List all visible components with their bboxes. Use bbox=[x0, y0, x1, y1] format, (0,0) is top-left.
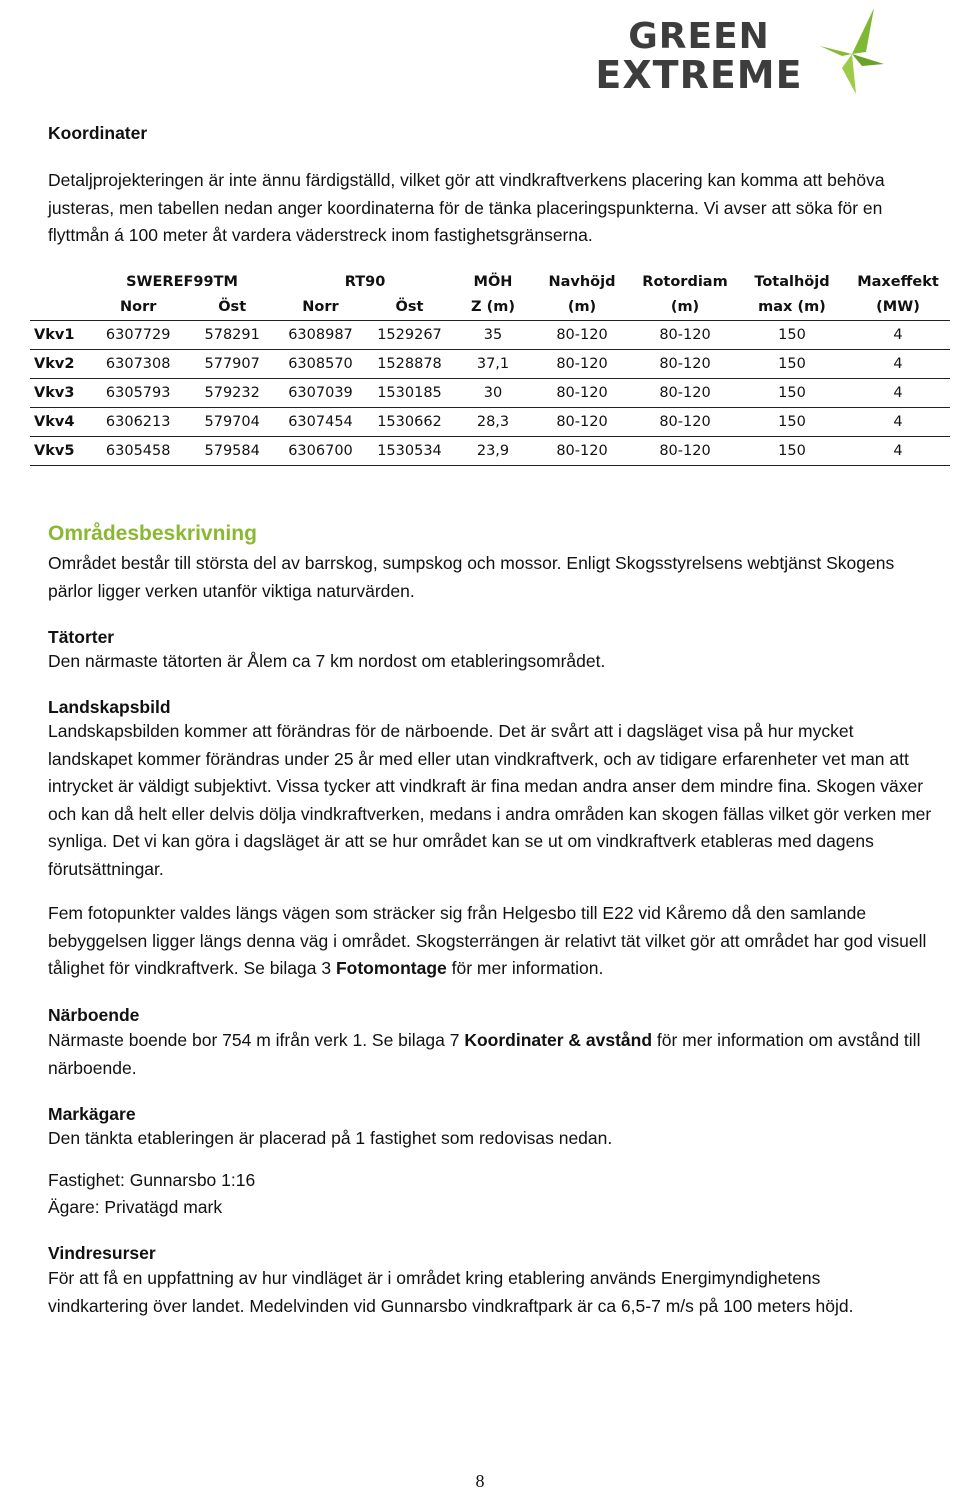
logo-line-1: GREEN bbox=[628, 16, 770, 57]
table-cell: 578291 bbox=[188, 321, 276, 350]
table-cell: 6305793 bbox=[88, 379, 188, 408]
tatorter-heading: Tätorter bbox=[48, 627, 115, 647]
table-cell: 35 bbox=[454, 321, 532, 350]
table-row bbox=[30, 350, 950, 379]
fastighet-text: Fastighet: Gunnarsbo 1:16 bbox=[48, 1170, 256, 1190]
table-row bbox=[30, 437, 950, 466]
omrade-text: Området består till största del av barrskog, sumpskog och mossor. Enligt Skogsstyrelsens webtjänst Skogens pärlor ligger verken utanför viktiga naturvärden. bbox=[48, 553, 895, 601]
landskap-heading: Landskapsbild bbox=[48, 697, 171, 717]
table-cell: 37,1 bbox=[454, 350, 532, 379]
page-number: 8 bbox=[475, 1471, 485, 1491]
header-norr-2: Norr bbox=[302, 299, 339, 315]
coordinate-table bbox=[30, 270, 950, 466]
table-cell: 150 bbox=[738, 379, 846, 408]
table-row bbox=[30, 379, 950, 408]
koordinater-avstand-ref: Koordinater & avstånd bbox=[464, 1030, 653, 1050]
header-navhojd: Navhöjd bbox=[548, 274, 616, 290]
header-rotordiam: Rotordiam bbox=[642, 274, 728, 290]
markagare-heading: Markägare bbox=[48, 1104, 136, 1124]
table-cell: 1528878 bbox=[365, 350, 454, 379]
table-cell: 150 bbox=[738, 437, 846, 466]
table-row bbox=[30, 321, 950, 350]
turbine-blade-icon bbox=[812, 6, 888, 96]
table-cell: 6307729 bbox=[88, 321, 188, 350]
table-header-row-2 bbox=[30, 295, 950, 321]
table-cell: 80-120 bbox=[632, 321, 738, 350]
vind-heading: Vindresurser bbox=[48, 1243, 156, 1263]
row-label: Vkv4 bbox=[30, 408, 88, 437]
header-totalhojd-unit: max (m) bbox=[758, 299, 826, 315]
fotomontage-ref: Fotomontage bbox=[335, 958, 447, 978]
agare-text: Ägare: Privatägd mark bbox=[48, 1197, 223, 1217]
row-label: Vkv1 bbox=[30, 321, 88, 350]
table-cell: 6308987 bbox=[276, 321, 365, 350]
header-maxeffekt-unit: (MW) bbox=[876, 299, 920, 315]
landskap-text-2a: Fem fotopunkter valdes längs vägen som sträcker sig från Helgesbo till E22 vid Kåremo då den samlande bebyggelsen ligger längs denna väg i området. Skogsterrängen är relativt tät vilket gör att området har god visuell tålighet för vindkraftverk. Se bilaga 3 bbox=[48, 903, 927, 978]
header-moh-unit: Z (m) bbox=[471, 299, 515, 315]
koordinater-intro: Detaljprojekteringen är inte ännu färdigställd, vilket gör att vindkraftverkens placering kan komma att behöva justeras, men tabellen nedan anger koordinaterna för de tänka placeringspunkterna. Vi avser att söka för en flyttmån á 100 meter åt vardera väderstreck inom fastighetsgränserna. bbox=[48, 170, 885, 245]
table-cell: 1530662 bbox=[365, 408, 454, 437]
header-norr-1: Norr bbox=[119, 299, 157, 315]
table-body bbox=[30, 321, 950, 466]
table-cell: 6306700 bbox=[276, 437, 365, 466]
table-cell: 80-120 bbox=[532, 350, 632, 379]
table-header-row-1 bbox=[30, 270, 950, 295]
table-cell: 579704 bbox=[188, 408, 276, 437]
table-cell: 1530534 bbox=[365, 437, 454, 466]
table-cell: 6306213 bbox=[88, 408, 188, 437]
logo-line-2: EXTREME bbox=[595, 53, 803, 97]
vind-text: För att få en uppfattning av hur vindläget är i området kring etablering används Energimyndighetens vindkartering över landet. Medelvinden vid Gunnarsbo vindkraftpark är ca 6,5-7 m/s på 100 meters höjd. bbox=[48, 1268, 854, 1316]
table-cell: 4 bbox=[846, 379, 950, 408]
logo-text bbox=[584, 16, 814, 97]
narboende-text-a: Närmaste boende bor 754 m ifrån verk 1. Se bilaga 7 bbox=[48, 1030, 465, 1050]
table-cell: 4 bbox=[846, 321, 950, 350]
landskap-text-2b: för mer information. bbox=[446, 958, 604, 978]
table-cell: 6308570 bbox=[276, 350, 365, 379]
row-label: Vkv3 bbox=[30, 379, 88, 408]
header-ost-1: Öst bbox=[218, 299, 247, 315]
table-cell: 28,3 bbox=[454, 408, 532, 437]
table-cell: 80-120 bbox=[632, 379, 738, 408]
table-cell: 23,9 bbox=[454, 437, 532, 466]
row-label: Vkv2 bbox=[30, 350, 88, 379]
table-cell: 80-120 bbox=[632, 437, 738, 466]
header-navhojd-unit: (m) bbox=[567, 299, 597, 315]
table-cell: 6305458 bbox=[88, 437, 188, 466]
table-cell: 150 bbox=[738, 350, 846, 379]
table-cell: 4 bbox=[846, 437, 950, 466]
table-cell: 80-120 bbox=[632, 350, 738, 379]
table-cell: 4 bbox=[846, 350, 950, 379]
table-cell: 80-120 bbox=[532, 379, 632, 408]
table-cell: 4 bbox=[846, 408, 950, 437]
table-cell: 6307308 bbox=[88, 350, 188, 379]
table-cell: 30 bbox=[454, 379, 532, 408]
table-cell: 80-120 bbox=[532, 408, 632, 437]
table-cell: 80-120 bbox=[632, 408, 738, 437]
narboende-heading: Närboende bbox=[48, 1005, 140, 1025]
table-cell: 577907 bbox=[188, 350, 276, 379]
table-cell: 6307039 bbox=[276, 379, 365, 408]
tatorter-text: Den närmaste tätorten är Ålem ca 7 km nordost om etableringsområdet. bbox=[48, 651, 606, 671]
table-cell: 1529267 bbox=[365, 321, 454, 350]
table-cell: 80-120 bbox=[532, 321, 632, 350]
table-cell: 579584 bbox=[188, 437, 276, 466]
table-cell: 150 bbox=[738, 321, 846, 350]
narboende-text bbox=[48, 1027, 928, 1082]
header-moh: MÖH bbox=[473, 274, 513, 290]
row-label: Vkv5 bbox=[30, 437, 88, 466]
header-rotordiam-unit: (m) bbox=[670, 299, 700, 315]
narboende-text-b: för mer information om avstånd till närboende. bbox=[48, 1030, 921, 1078]
markagare-text: Den tänkta etableringen är placerad på 1 fastighet som redovisas nedan. bbox=[48, 1128, 613, 1148]
koordinater-heading: Koordinater bbox=[48, 123, 148, 143]
table-cell: 150 bbox=[738, 408, 846, 437]
table-cell: 579232 bbox=[188, 379, 276, 408]
table-cell: 6307454 bbox=[276, 408, 365, 437]
header-totalhojd: Totalhöjd bbox=[754, 274, 830, 290]
header-sweref: SWEREF99TM bbox=[126, 274, 238, 290]
header-ost-2: Öst bbox=[395, 299, 424, 315]
omrade-heading: Områdesbeskrivning bbox=[48, 522, 257, 545]
green-extreme-logo bbox=[584, 6, 894, 96]
landskap-text: Landskapsbilden kommer att förändras för de närboende. Det är svårt att i dagsläget visa på hur mycket landskapet kommer förändras under 25 år med eller utan vindkraftverk, och av tidigare erfarenheter vet man att intrycket är väldigt subjektivt. Vissa tycker att vindkraft är fina medan andra anser dem mindre fina. Skogen växer och kan då helt eller delvis dölja vindkraftverken, medans i andra områden kan skogen fällas vilket gör verken mer synliga. Det vi kan göra i dagsläget är att se hur området kan se ut om vindkraftverk etableras med dagens förutsättningar. bbox=[48, 721, 932, 879]
table-cell: 80-120 bbox=[532, 437, 632, 466]
header-rt90: RT90 bbox=[344, 274, 386, 290]
table-cell: 1530185 bbox=[365, 379, 454, 408]
table-row bbox=[30, 408, 950, 437]
landskap-text-2 bbox=[48, 900, 948, 983]
header-maxeffekt: Maxeffekt bbox=[857, 274, 939, 290]
